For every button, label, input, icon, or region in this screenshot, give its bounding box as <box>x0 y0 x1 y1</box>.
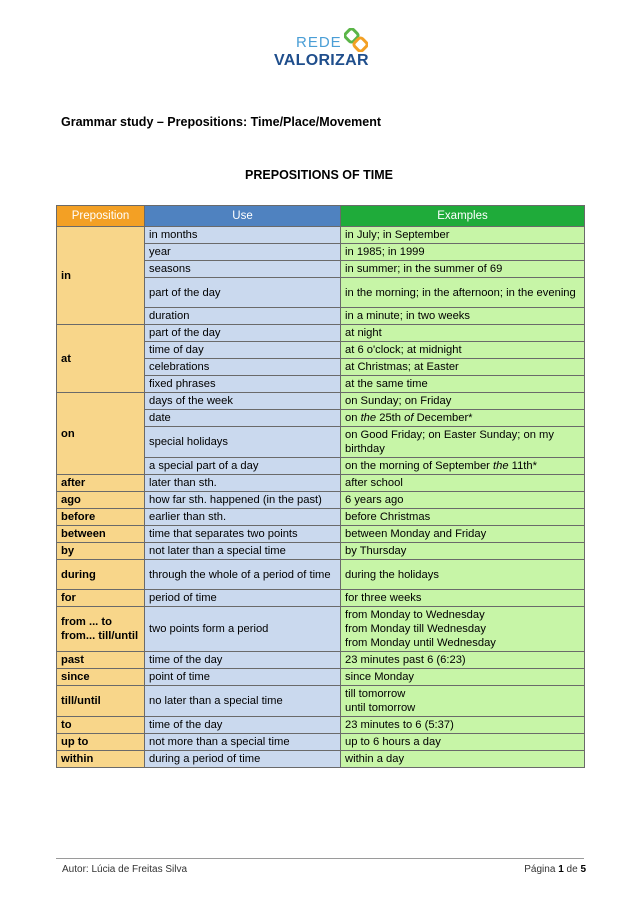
use-cell: a special part of a day <box>145 458 341 475</box>
table-row <box>57 560 585 590</box>
preposition-cell: within <box>57 751 145 768</box>
example-cell: at night <box>341 325 585 342</box>
preposition-cell: to <box>57 717 145 734</box>
table-row <box>57 686 585 717</box>
preposition-cell: past <box>57 652 145 669</box>
example-cell: at 6 o'clock; at midnight <box>341 342 585 359</box>
example-cell: after school <box>341 475 585 492</box>
logo-top-text: REDE <box>296 34 342 51</box>
example-cell: at the same time <box>341 376 585 393</box>
example-cell: during the holidays <box>341 560 585 590</box>
use-cell: year <box>145 244 341 261</box>
table-row <box>57 543 585 560</box>
preposition-cell: by <box>57 543 145 560</box>
use-cell: part of the day <box>145 325 341 342</box>
example-cell: within a day <box>341 751 585 768</box>
table-row <box>57 325 585 342</box>
use-cell: later than sth. <box>145 475 341 492</box>
example-cell: 6 years ago <box>341 492 585 509</box>
footer-page-number: Página 1 de 5 <box>524 864 586 875</box>
example-cell: in July; in September <box>341 227 585 244</box>
use-cell: not more than a special time <box>145 734 341 751</box>
preposition-cell: at <box>57 325 145 393</box>
preposition-cell: for <box>57 590 145 607</box>
use-cell: two points form a period <box>145 607 341 652</box>
example-cell: from Monday to Wednesday from Monday till Wednesday from Monday until Wednesday <box>341 607 585 652</box>
example-cell: 23 minutes to 6 (5:37) <box>341 717 585 734</box>
table-row <box>57 526 585 543</box>
use-cell: celebrations <box>145 359 341 376</box>
use-cell: through the whole of a period of time <box>145 560 341 590</box>
use-cell: seasons <box>145 261 341 278</box>
use-cell: time that separates two points <box>145 526 341 543</box>
example-cell: till tomorrow until tomorrow <box>341 686 585 717</box>
table-row <box>57 751 585 768</box>
table-row <box>57 492 585 509</box>
example-cell: in summer; in the summer of 69 <box>341 261 585 278</box>
example-cell: by Thursday <box>341 543 585 560</box>
use-cell: days of the week <box>145 393 341 410</box>
use-cell: time of the day <box>145 717 341 734</box>
table-row <box>57 393 585 410</box>
footer-author: Autor: Lúcia de Freitas Silva <box>62 864 188 875</box>
preposition-cell: between <box>57 526 145 543</box>
use-cell: during a period of time <box>145 751 341 768</box>
use-cell: in months <box>145 227 341 244</box>
logo <box>272 24 368 72</box>
preposition-cell: during <box>57 560 145 590</box>
preposition-cell: on <box>57 393 145 475</box>
use-cell: not later than a special time <box>145 543 341 560</box>
example-cell: in 1985; in 1999 <box>341 244 585 261</box>
table-row <box>57 652 585 669</box>
logo-bottom-text: VALORIZAR <box>274 52 369 69</box>
example-cell: 23 minutes past 6 (6:23) <box>341 652 585 669</box>
preposition-cell: since <box>57 669 145 686</box>
preposition-cell: up to <box>57 734 145 751</box>
preposition-cell: before <box>57 509 145 526</box>
table-row <box>57 607 585 652</box>
use-cell: time of the day <box>145 652 341 669</box>
example-cell: on Good Friday; on Easter Sunday; on my birthday <box>341 427 585 458</box>
example-cell: at Christmas; at Easter <box>341 359 585 376</box>
table-row <box>57 509 585 526</box>
prepositions-table <box>56 205 585 768</box>
preposition-cell: ago <box>57 492 145 509</box>
example-cell: on the morning of September the 11th* <box>341 458 585 475</box>
use-cell: fixed phrases <box>145 376 341 393</box>
example-cell: in a minute; in two weeks <box>341 308 585 325</box>
use-cell: how far sth. happened (in the past) <box>145 492 341 509</box>
use-cell: duration <box>145 308 341 325</box>
table-row <box>57 590 585 607</box>
use-cell: earlier than sth. <box>145 509 341 526</box>
logo-knot-icon <box>344 28 368 52</box>
use-cell: no later than a special time <box>145 686 341 717</box>
preposition-cell: after <box>57 475 145 492</box>
header-use: Use <box>145 206 341 227</box>
example-cell: since Monday <box>341 669 585 686</box>
document-title: Grammar study – Prepositions: Time/Place/Movement <box>61 115 382 129</box>
example-cell: on the 25th of December* <box>341 410 585 427</box>
table-row <box>57 475 585 492</box>
header-preposition: Preposition <box>57 206 145 227</box>
use-cell: point of time <box>145 669 341 686</box>
preposition-cell: till/until <box>57 686 145 717</box>
use-cell: part of the day <box>145 278 341 308</box>
preposition-cell: from ... to from... till/until <box>57 607 145 652</box>
use-cell: special holidays <box>145 427 341 458</box>
example-cell: up to 6 hours a day <box>341 734 585 751</box>
example-cell: for three weeks <box>341 590 585 607</box>
table-row <box>57 734 585 751</box>
example-cell: between Monday and Friday <box>341 526 585 543</box>
use-cell: date <box>145 410 341 427</box>
section-title: PREPOSITIONS OF TIME <box>245 168 393 182</box>
table-row <box>57 669 585 686</box>
table-row <box>57 717 585 734</box>
example-cell: before Christmas <box>341 509 585 526</box>
use-cell: time of day <box>145 342 341 359</box>
example-cell: in the morning; in the afternoon; in the evening <box>341 278 585 308</box>
footer-divider <box>56 858 584 859</box>
header-examples: Examples <box>341 206 585 227</box>
preposition-cell: in <box>57 227 145 325</box>
table-row <box>57 227 585 244</box>
use-cell: period of time <box>145 590 341 607</box>
example-cell: on Sunday; on Friday <box>341 393 585 410</box>
table-header-row <box>57 206 585 227</box>
